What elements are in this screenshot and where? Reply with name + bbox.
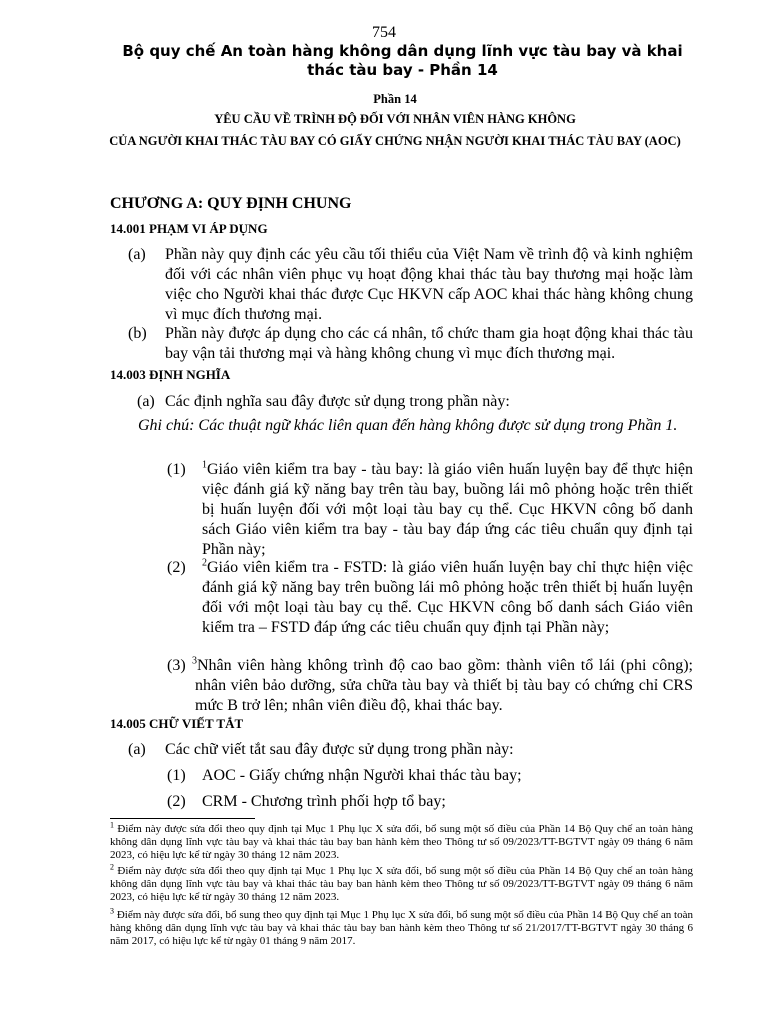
footnote-3 <box>110 906 693 948</box>
part-title: Phần 14 <box>373 92 417 106</box>
footnote-text: Điểm này được sửa đổi theo quy định tại Mục 1 Phụ lục X sửa đổi, bổ sung một số điều của Phần 14 Bộ Quy chế an toàn hàng không dân dụng lĩnh vực tàu bay và khai thác tàu bay ban hành kèm theo Thông tư số 09/2023/TT-BGTVT ngày 09 tháng 6 năm 2023, có hiệu lực kể từ ngày 30 tháng 12 năm 2023. <box>110 823 694 861</box>
list-marker: (2) <box>167 559 186 576</box>
list-marker: (a) <box>128 741 146 758</box>
chapter-heading: CHƯƠNG A: QUY ĐỊNH CHUNG <box>110 195 352 212</box>
abbreviation-item-2: CRM - Chương trình phối hợp tổ bay; <box>202 793 446 810</box>
definition-item-3 <box>192 655 693 716</box>
footnote-text: Điểm này được sửa đổi theo quy định tại Mục 1 Phụ lục X sửa đổi, bổ sung một số điều của Phần 14 Bộ Quy chế an toàn hàng không dân dụng lĩnh vực tàu bay và khai thác tàu bay ban hành kèm theo Thông tư số 09/2023/TT-BGTVT ngày 09 tháng 6 năm 2023, có hiệu lực kể từ ngày 30 tháng 12 năm 2023. <box>110 865 694 903</box>
footnote-ref: 1 <box>202 459 207 471</box>
footnote-separator <box>110 818 255 819</box>
footnote-2 <box>110 862 694 904</box>
section-heading-14005: 14.005 CHỮ VIẾT TẮT <box>110 716 244 731</box>
list-marker: (1) <box>167 767 186 784</box>
definition-text: Giáo viên kiểm tra bay - tàu bay: là giáo viên huấn luyện bay để thực hiện việc đánh giá kỹ năng bay trên tàu bay, buồng lái mô phỏng hoặc trên thiết bị huấn luyện đối với một loại tàu bay cụ thể. Cục HKVN công bố danh sách Giáo viên kiểm tra bay - tàu bay đáp ứng các tiêu chuẩn quy định tại Phần này; <box>202 461 693 558</box>
list-marker: (b) <box>128 325 147 342</box>
part-subtitle-1: YÊU CẦU VỀ TRÌNH ĐỘ ĐỐI VỚI NHÂN VIÊN HÀNG KHÔNG <box>214 112 576 126</box>
paragraph-14001-b: Phần này được áp dụng cho các cá nhân, tổ chức tham gia hoạt động khai thác tàu bay vận tải thương mại và hàng không chung vì mục đích thương mại. <box>165 325 693 362</box>
paragraph-14003-a: Các định nghĩa sau đây được sử dụng trong phần này: <box>165 393 510 410</box>
definition-item-2 <box>202 558 693 638</box>
definition-text: Nhân viên hàng không trình độ cao bao gồm: thành viên tổ lái (phi công); nhân viên bảo dưỡng, sửa chữa tàu bay và thiết bị tàu bay có chứng chỉ CRS mức B trở lên; nhân viên điều độ, khai thác bay. <box>195 657 693 714</box>
list-marker: (3) <box>167 657 186 674</box>
footnote-number: 1 <box>110 820 114 830</box>
footnote-ref: 2 <box>202 557 207 569</box>
section-heading-14001: 14.001 PHẠM VI ÁP DỤNG <box>110 221 268 236</box>
document-header: Bộ quy chế An toàn hàng không dân dụng lĩnh vực tàu bay và khai thác tàu bay - Phần 14 <box>122 42 683 79</box>
section-heading-14003: 14.003 ĐỊNH NGHĨA <box>110 367 231 382</box>
footnote-number: 3 <box>110 906 114 916</box>
abbreviation-item-1: AOC - Giấy chứng nhận Người khai thác tàu bay; <box>202 767 522 784</box>
footnote-ref: 3 <box>192 655 197 667</box>
definition-item-1 <box>202 460 693 560</box>
footnote-1 <box>110 820 694 862</box>
page-number: 754 <box>372 24 396 41</box>
paragraph-14001-a: Phần này quy định các yêu cầu tối thiểu của Việt Nam về trình độ và kinh nghiệm đối với các nhân viên phục vụ hoạt động khai thác tàu bay thương mại hoặc làm việc cho Người khai thác được Cục HKVN cấp AOC khai thác hàng không chung vì mục đích thương mại. <box>165 246 693 323</box>
list-marker: (2) <box>167 793 186 810</box>
note-14003: Ghi chú: Các thuật ngữ khác liên quan đến hàng không được sử dụng trong Phần 1. <box>138 417 678 434</box>
list-marker: (a) <box>128 246 146 263</box>
definition-text: Giáo viên kiểm tra - FSTD: là giáo viên huấn luyện bay chỉ thực hiện việc đánh giá kỹ năng bay trên buồng lái mô phỏng hoặc trên thiết bị huấn luyện đối với một loại tàu bay cụ thể. Cục HKVN công bố danh sách Giáo viên kiểm tra – FSTD đáp ứng các tiêu chuẩn quy định tại Phần này; <box>202 559 693 636</box>
list-marker: (1) <box>167 461 186 478</box>
part-subtitle-2: CỦA NGƯỜI KHAI THÁC TÀU BAY CÓ GIẤY CHỨNG NHẬN NGƯỜI KHAI THÁC TÀU BAY (AOC) <box>109 134 681 148</box>
footnote-text: Điểm này được sửa đổi, bổ sung theo quy định tại Mục 1 Phụ lục X sửa đổi, bổ sung một số điều của Phần 14 Bộ Quy chế an toàn hàng không dân dụng lĩnh vực tàu bay và khai thác tàu bay ban hành kèm theo Thông tư số 21/2017/TT-BGTVT ngày 30 tháng 6 năm 2017, có hiệu lực kể từ ngày 01 tháng 9 năm 2017. <box>110 909 693 947</box>
list-marker: (a) <box>137 393 155 410</box>
paragraph-14005-a: Các chữ viết tắt sau đây được sử dụng trong phần này: <box>165 741 514 758</box>
footnote-number: 2 <box>110 862 114 872</box>
